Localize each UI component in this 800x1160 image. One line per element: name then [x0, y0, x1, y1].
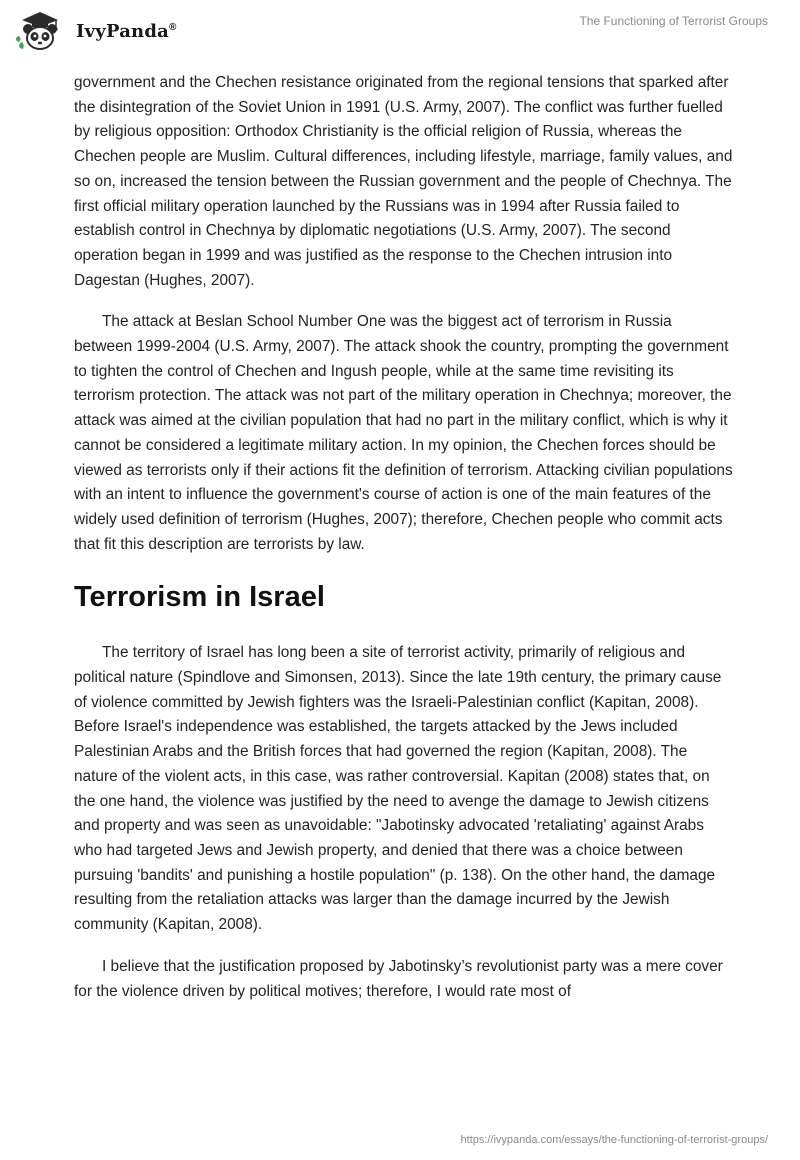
page-header — [0, 0, 800, 60]
section-heading: Terrorism in Israel — [74, 581, 325, 614]
panda-graduate-icon — [14, 8, 66, 52]
source-url[interactable]: https://ivypanda.com/essays/the-functioning-of-terrorist-groups/ — [460, 1134, 768, 1146]
paragraph-2: The attack at Beslan School Number One was the biggest act of terrorism in Russia between 1999-2004 (U.S. Army, 2007). The attack shook the country, prompting the government to tighten the control of Chechen and Ingush people, while at the same time revisiting its terrorism protection. The attack was not part of the military operation in Chechnya; moreover, the attack was aimed at the civilian population that had no part in the military conflict, which is why it cannot be considered a legitimate military action. In my opinion, the Chechen forces should be viewed as terrorists only if their actions fit the definition of terrorism. Attacking civilian populations with an intent to influence the government's course of action is one of the main features of the widely used definition of terrorism (Hughes, 2007); therefore, Chechen people who commit acts that fit this description are terrorists by law. — [74, 313, 733, 553]
logo-text: IvyPanda® — [76, 21, 177, 42]
paragraph-4: I believe that the justification proposed by Jabotinsky’s revolutionist party was a mere cover for the violence driven by political motives; therefore, I would rate most of — [74, 957, 723, 1000]
paragraph-3: The territory of Israel has long been a site of terrorist activity, primarily of religious and political nature (Spindlove and Simonsen, 2013). Since the late 19th century, the primary cause of violence committed by Jewish fighters was the Israeli-Palestinian conflict (Kapitan, 2008). Before Israel's independence was established, the targets attacked by the Jews included Palestinian Arabs and the British forces that had governed the region (Kapitan, 2008). The nature of the violent acts, in this case, was rather controversial. Kapitan (2008) states that, on the one hand, the violence was justified by the need to avenge the damage to Jewish citizens and property and was seen as unavoidable: "Jabotinsky advocated 'retaliating' against Arabs who had targeted Jews and Jewish property, and denied that there was a choice between pursuing 'bandits' and punishing a hostile population" (p. 138). On the other hand, the damage resulting from the retaliation attacks was larger than the damage incurred by the Jewish community (Kapitan, 2008). — [74, 644, 722, 934]
paragraph-1: government and the Chechen resistance originated from the regional tensions that sparked after the disintegration of the Soviet Union in 1991 (U.S. Army, 2007). The conflict was further fuelled by religious opposition: Orthodox Christianity is the official religion of Russia, whereas the Chechen people are Muslim. Cultural differences, including lifestyle, marriage, family values, and so on, increased the tension between the Russian government and the people of Chechnya. The first official military operation launched by the Russians was in 1994 after Russia failed to establish control in Chechnya by diplomatic negotiations (U.S. Army, 2007). The second operation began in 1999 and was justified as the response to the Chechen intrusion into Dagestan (Hughes, 2007). — [74, 74, 733, 289]
ivypanda-logo[interactable] — [14, 8, 214, 52]
essay-content — [74, 71, 734, 1004]
document-title: The Functioning of Terrorist Groups — [579, 14, 768, 28]
